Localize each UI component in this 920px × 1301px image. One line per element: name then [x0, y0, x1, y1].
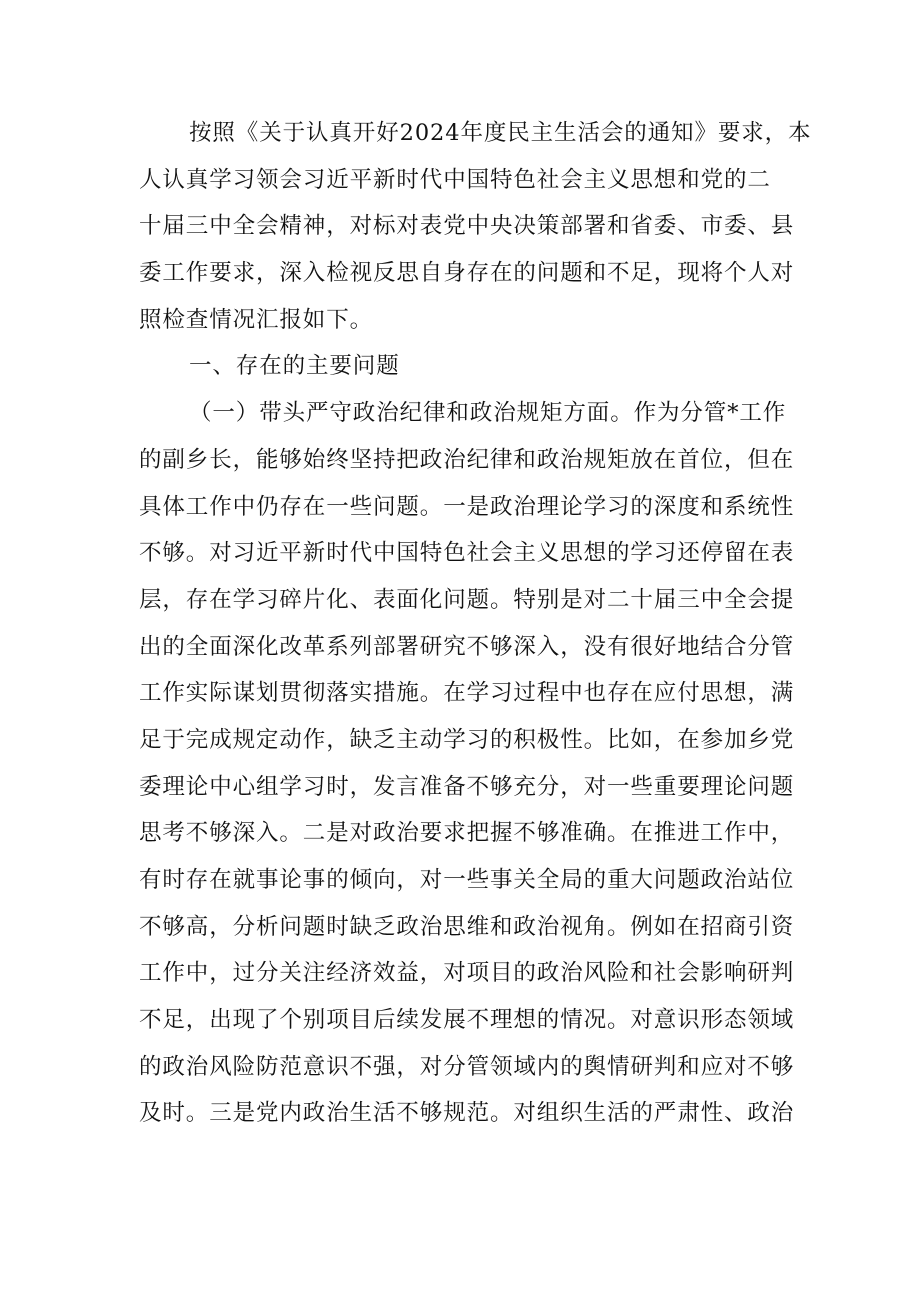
- paragraph-line: 按照《关于认真开好2024年度民主生活会的通知》要求，本: [189, 120, 812, 146]
- paragraph-line: 工作中，过分关注经济效益，对项目的政治风险和社会影响研判: [139, 960, 795, 987]
- paragraph-line: 十届三中全会精神，对标对表党中央决策部署和省委、市委、县: [139, 213, 795, 240]
- paragraph-line: 具体工作中仍存在一些问题。一是政治理论学习的深度和系统性: [139, 493, 795, 520]
- paragraph-line: 出的全面深化改革系列部署研究不够深入，没有很好地结合分管: [139, 633, 795, 660]
- subsection-heading-line: （一）带头严守政治纪律和政治规矩方面。作为分管*工作: [189, 400, 787, 427]
- paragraph-line: 有时存在就事论事的倾向，对一些事关全局的重大问题政治站位: [139, 867, 795, 893]
- paragraph-line: 足于完成规定动作，缺乏主动学习的积极性。比如，在参加乡党: [139, 726, 795, 753]
- paragraph-line: 思考不够深入。二是对政治要求把握不够准确。在推进工作中，: [139, 820, 795, 847]
- paragraph-line: 委工作要求，深入检视反思自身存在的问题和不足，现将个人对: [139, 260, 795, 287]
- document-body: [139, 110, 812, 1137]
- paragraph-line: 不足，出现了个别项目后续发展不理想的情况。对意识形态领域: [139, 1007, 795, 1034]
- paragraph-line: 人认真学习领会习近平新时代中国特色社会主义思想和党的二: [139, 166, 771, 193]
- paragraph-line: 及时。三是党内政治生活不够规范。对组织生活的严肃性、政治: [139, 1100, 795, 1127]
- paragraph-line: 照检查情况汇报如下。: [139, 306, 374, 333]
- paragraph-line: 不够。对习近平新时代中国特色社会主义思想的学习还停留在表: [139, 540, 795, 567]
- paragraph-line: 的副乡长，能够始终坚持把政治纪律和政治规矩放在首位，但在: [139, 446, 795, 473]
- paragraph-line: 不够高，分析问题时缺乏政治思维和政治视角。例如在招商引资: [139, 913, 795, 940]
- paragraph-line: 层，存在学习碎片化、表面化问题。特别是对二十届三中全会提: [139, 586, 795, 613]
- paragraph-line: 工作实际谋划贯彻落实措施。在学习过程中也存在应付思想，满: [139, 680, 795, 707]
- section-heading: 一、存在的主要问题: [189, 353, 400, 380]
- paragraph-line: 委理论中心组学习时，发言准备不够充分，对一些重要理论问题: [139, 773, 795, 800]
- paragraph-line: 的政治风险防范意识不强，对分管领域内的舆情研判和应对不够: [139, 1053, 795, 1080]
